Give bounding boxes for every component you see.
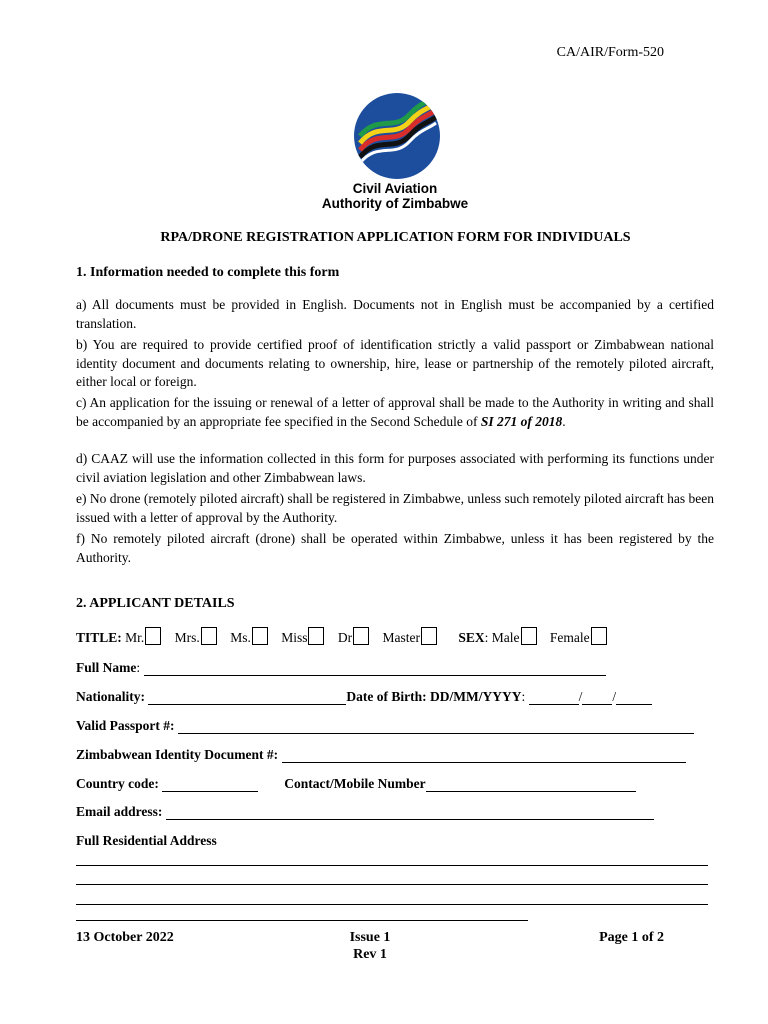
full-name-row: Full Name: — [76, 656, 606, 680]
info-item-a: a) All documents must be provided in English. Documents not in English must be accompanied by a certified translation. — [76, 297, 714, 331]
full-name-field[interactable] — [144, 674, 606, 676]
dob-year-field[interactable] — [616, 703, 652, 705]
footer-page-number: Page 1 of 2 — [599, 930, 664, 945]
address-line-3[interactable] — [76, 903, 708, 905]
address-line-4[interactable] — [76, 919, 528, 921]
dob-label: Date of Birth: DD/MM/YYYY — [346, 689, 522, 704]
country-code-field[interactable] — [162, 790, 258, 792]
email-label: Email address: — [76, 804, 163, 819]
nationality-dob-row: Nationality: Date of Birth: DD/MM/YYYY: / / — [76, 685, 652, 709]
sex-option-female: Female — [549, 630, 590, 645]
passport-field[interactable] — [178, 732, 694, 734]
title-option-ms: Ms. — [230, 630, 251, 645]
title-mr-checkbox[interactable] — [145, 627, 161, 645]
footer-issue — [330, 929, 410, 963]
address-label: Full Residential Address — [76, 833, 217, 848]
title-sex-row: TITLE: Mr. Mrs. Ms. Miss Dr Master SEX: Male Female — [76, 626, 617, 650]
form-title: RPA/DRONE REGISTRATION APPLICATION FORM FOR INDIVIDUALS — [160, 230, 631, 245]
passport-row — [76, 714, 694, 738]
address-line-1[interactable] — [76, 864, 708, 866]
info-item-d: d) CAAZ will use the information collected in this form for purposes associated with performing its functions under civil aviation legislation and other Zimbabwean laws. — [76, 451, 714, 485]
national-id-label: Zimbabwean Identity Document #: — [76, 747, 279, 762]
info-item-b: b) You are required to provide certified proof of identification strictly a valid passport or Zimbabwean national identity document and documents relating to ownership, hire, lease or partnership of the remotely piloted aircraft, either local or foreign. — [76, 337, 714, 389]
nationality-label: Nationality: — [76, 689, 145, 704]
national-id-field[interactable] — [282, 761, 686, 763]
title-option-mr: Mr. — [125, 630, 145, 645]
info-item-c-end: . — [562, 413, 566, 429]
title-dr-checkbox[interactable] — [353, 627, 369, 645]
info-item-e: e) No drone (remotely piloted aircraft) shall be registered in Zimbabwe, unless such remotely piloted aircraft has been issued with a letter of approval by the Authority. — [76, 491, 715, 525]
dob-day-field[interactable] — [529, 703, 579, 705]
caaz-logo-icon — [354, 93, 440, 179]
contact-row — [76, 772, 636, 796]
sex-female-checkbox[interactable] — [591, 627, 607, 645]
info-item-f: f) No remotely piloted aircraft (drone) shall be operated within Zimbabwe, unless it has been registered by the Authority. — [76, 531, 714, 565]
title-option-miss: Miss — [281, 630, 308, 645]
footer-rev: Rev 1 — [353, 947, 387, 962]
footer-date: 13 October 2022 — [76, 930, 174, 945]
title-ms-checkbox[interactable] — [252, 627, 268, 645]
footer-issue-number: Issue 1 — [349, 930, 391, 945]
info-item-c — [76, 394, 714, 431]
logo-text-line2: Authority of Zimbabwe — [321, 196, 469, 211]
sex-male-checkbox[interactable] — [521, 627, 537, 645]
title-option-master: Master — [382, 630, 420, 645]
passport-label: Valid Passport #: — [76, 718, 175, 733]
title-label: TITLE — [76, 630, 118, 645]
title-master-checkbox[interactable] — [421, 627, 437, 645]
sex-label: SEX — [458, 630, 485, 645]
title-miss-checkbox[interactable] — [308, 627, 324, 645]
si-reference: SI 271 of 2018 — [480, 413, 563, 429]
national-id-row — [76, 743, 686, 767]
email-row — [76, 800, 654, 824]
form-code: CA/AIR/Form-520 — [556, 45, 664, 60]
contact-field[interactable] — [426, 790, 636, 792]
sex-option-male: Male — [491, 630, 520, 645]
info-item-c-text: c) An application for the issuing or renewal of a letter of approval shall be made to the Authority in writing and shall be accompanied by an appropriate fee specified in the Second Schedule of — [76, 395, 714, 429]
email-field[interactable] — [166, 818, 654, 820]
address-line-2[interactable] — [76, 883, 708, 885]
address-label-row — [76, 829, 217, 853]
title-mrs-checkbox[interactable] — [201, 627, 217, 645]
country-code-label: Country code: — [76, 776, 159, 791]
nationality-field[interactable] — [148, 703, 346, 705]
title-option-dr: Dr — [337, 630, 353, 645]
full-name-label: Full Name — [76, 660, 137, 675]
logo-text-line1: Civil Aviation — [352, 181, 438, 196]
title-option-mrs: Mrs. — [174, 630, 200, 645]
section-1-heading: 1. Information needed to complete this form — [76, 265, 340, 280]
contact-label: Contact/Mobile Number — [284, 776, 426, 791]
dob-month-field[interactable] — [582, 703, 612, 705]
section-2-heading: 2. APPLICANT DETAILS — [76, 596, 235, 611]
